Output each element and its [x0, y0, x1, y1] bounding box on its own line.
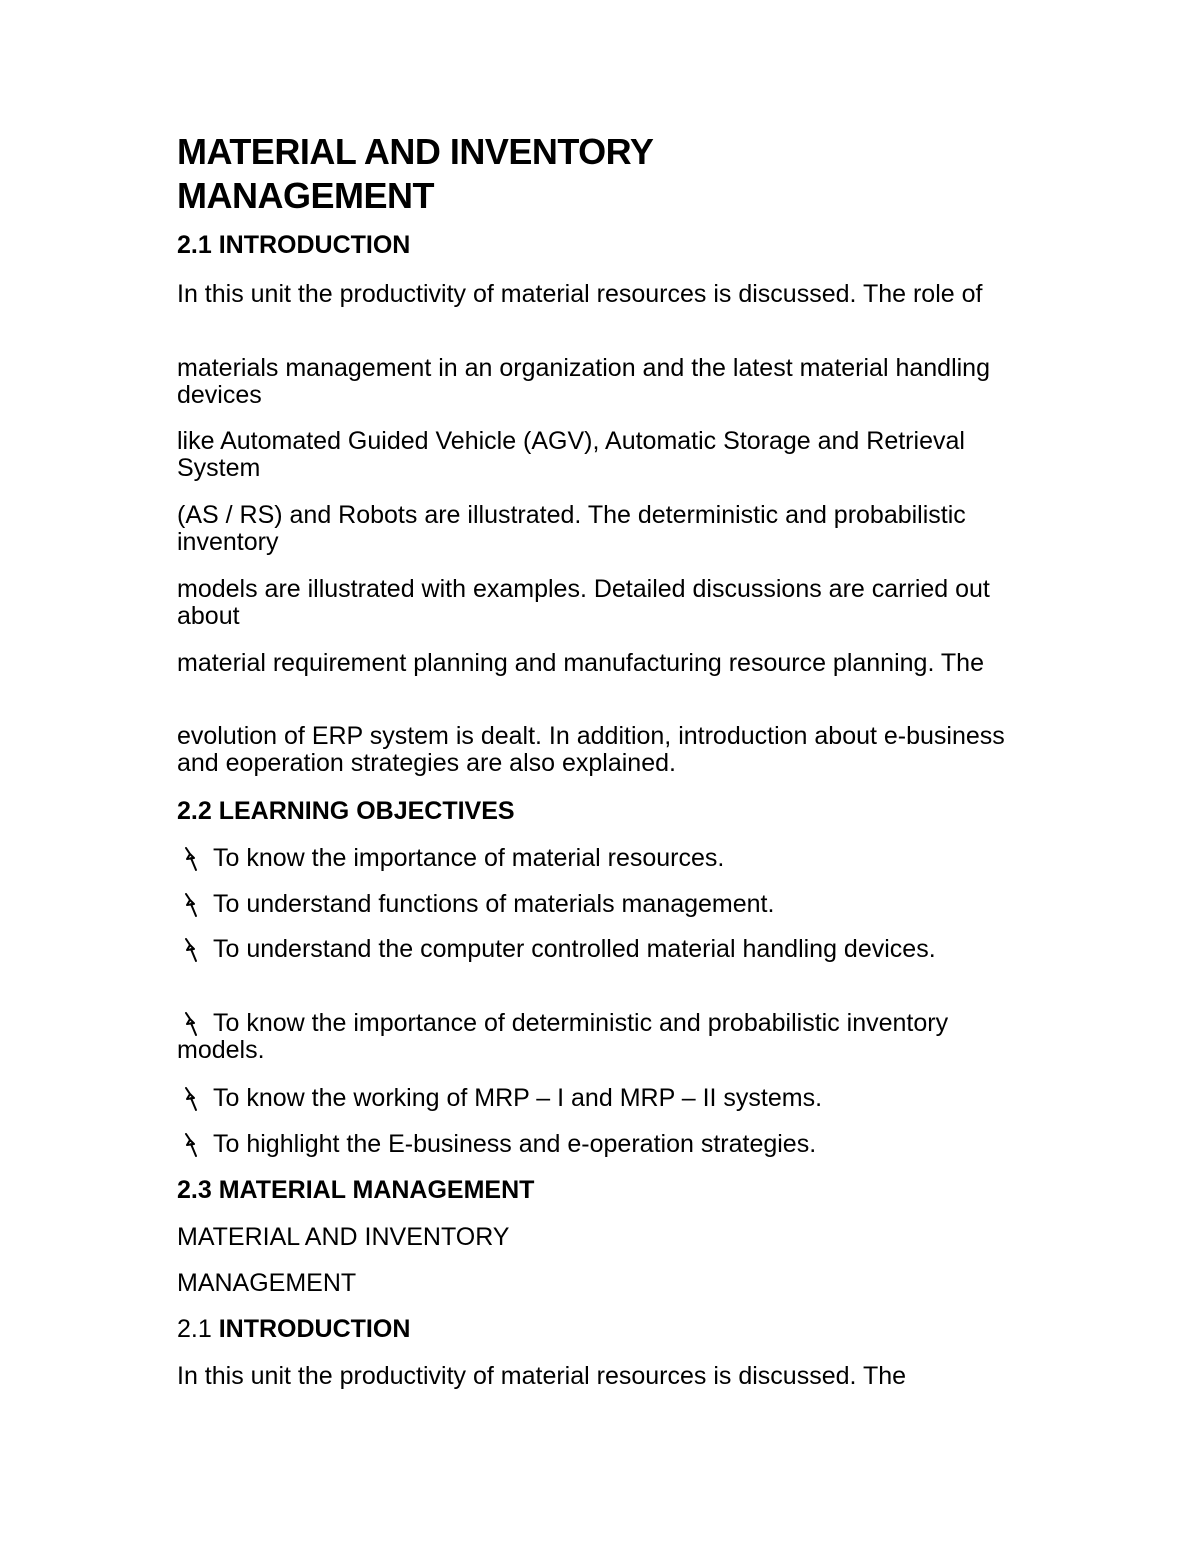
intro-paragraph-2: materials management in an organization and the latest material handling devices	[177, 354, 990, 409]
pin-icon	[177, 891, 203, 918]
pin-icon	[177, 845, 203, 872]
objective-item	[177, 1085, 1037, 1112]
section-heading-introduction: 2.1 INTRODUCTION	[177, 231, 411, 259]
repeat-title-line-1: MATERIAL AND INVENTORY	[177, 1223, 510, 1251]
intro-paragraph-3: like Automated Guided Vehicle (AGV), Automatic Storage and Retrieval System	[177, 427, 965, 482]
objective-item	[177, 1131, 1037, 1158]
repeat-section-number: 2.1	[177, 1315, 212, 1343]
intro-paragraph-7: evolution of ERP system is dealt. In addition, introduction about e-business and eoperation strategies are also explained.	[177, 722, 1005, 777]
objective-item	[177, 1010, 1037, 1064]
repeat-section-word: INTRODUCTION	[218, 1315, 411, 1343]
section-heading-learning-objectives: 2.2 LEARNING OBJECTIVES	[177, 797, 515, 825]
pin-icon	[177, 1010, 203, 1037]
objective-text: To understand the computer controlled material handling devices.	[213, 935, 936, 963]
repeat-intro-line: In this unit the productivity of material resources is discussed. The	[177, 1362, 907, 1390]
pin-icon	[177, 1085, 203, 1112]
objective-text: To know the working of MRP – I and MRP – II systems.	[213, 1084, 823, 1112]
pin-icon	[177, 1131, 203, 1158]
intro-paragraph-5: models are illustrated with examples. Detailed discussions are carried out about	[177, 575, 990, 630]
section-heading-material-management: 2.3 MATERIAL MANAGEMENT	[177, 1176, 535, 1204]
intro-paragraph-4: (AS / RS) and Robots are illustrated. The deterministic and probabilistic inventory	[177, 501, 966, 556]
objective-text: To highlight the E-business and e-operation strategies.	[213, 1130, 817, 1158]
title-line-1: MATERIAL AND INVENTORY	[177, 131, 654, 172]
document-title	[177, 130, 1037, 218]
intro-paragraph-1: In this unit the productivity of material resources is discussed. The role of	[177, 280, 983, 308]
pin-icon	[177, 936, 203, 963]
objective-text: To understand functions of materials management.	[213, 890, 775, 918]
objective-text: To know the importance of deterministic and probabilistic inventory models.	[177, 1009, 949, 1064]
repeat-title-line-2: MANAGEMENT	[177, 1269, 357, 1297]
objective-item	[177, 891, 1037, 918]
objective-text: To know the importance of material resources.	[213, 844, 725, 872]
title-line-2: MANAGEMENT	[177, 175, 434, 216]
objective-item	[177, 936, 1037, 963]
intro-paragraph-6: material requirement planning and manufacturing resource planning. The	[177, 649, 984, 677]
repeat-section-heading	[177, 1314, 1037, 1344]
objective-item	[177, 845, 1037, 872]
